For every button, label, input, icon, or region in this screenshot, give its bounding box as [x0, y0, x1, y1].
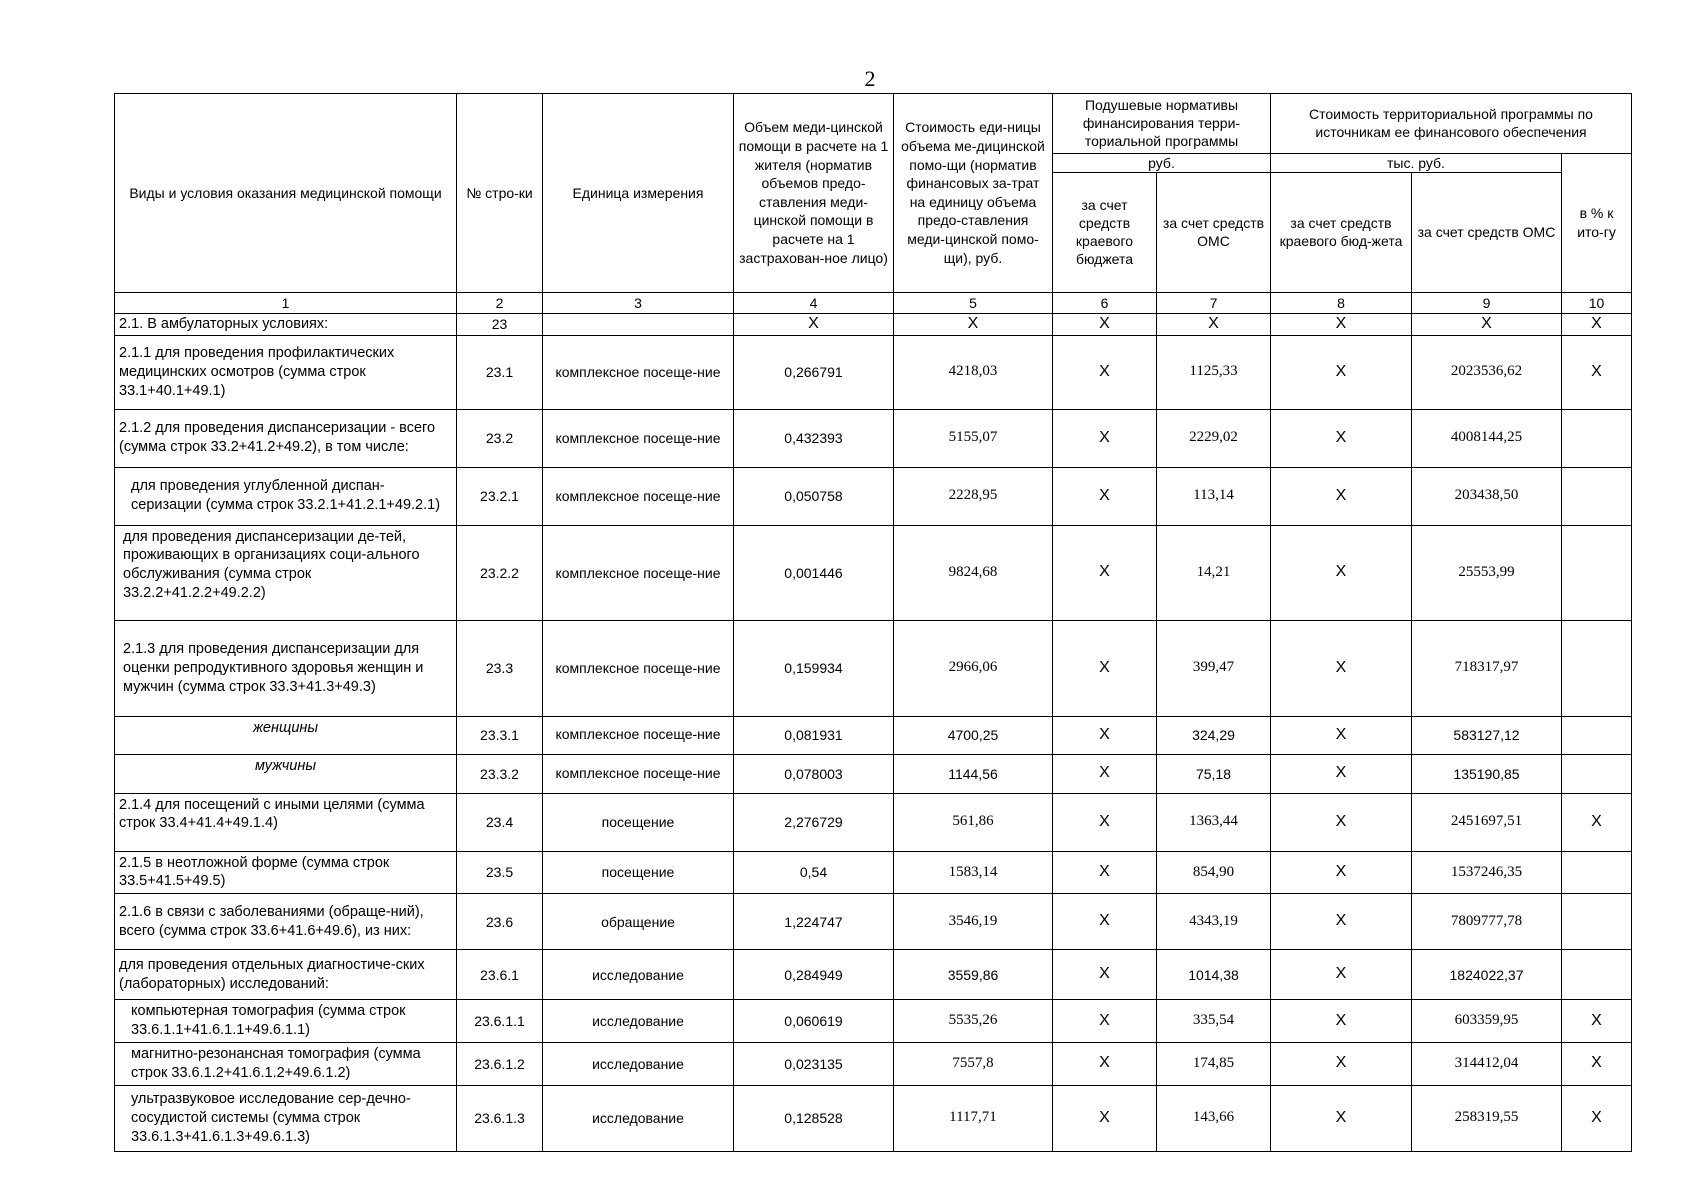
row-percent — [1562, 620, 1632, 716]
column-number: 8 — [1271, 292, 1412, 313]
row-program-oms: 4008144,25 — [1412, 409, 1562, 467]
row-program-regional-budget: X — [1271, 950, 1412, 1000]
header-program-oms: за счет средств ОМС — [1412, 172, 1562, 292]
row-percent — [1562, 950, 1632, 1000]
row-unit: исследование — [543, 1043, 734, 1086]
row-program-regional-budget: X — [1271, 525, 1412, 620]
row-percent — [1562, 716, 1632, 754]
row-program-regional-budget: X — [1271, 851, 1412, 894]
table-row — [115, 754, 1632, 793]
row-regional-budget: X — [1053, 950, 1157, 1000]
row-program-regional-budget: X — [1271, 620, 1412, 716]
row-unit: посещение — [543, 851, 734, 894]
row-unit-cost: 1583,14 — [894, 851, 1053, 894]
row-name: 2.1.6 в связи с заболеваниями (обраще-ний), всего (сумма строк 33.6+41.6+49.6), из них: — [115, 894, 457, 950]
row-regional-budget: X — [1053, 1000, 1157, 1043]
column-number: 4 — [734, 292, 894, 313]
row-unit-cost: 561,86 — [894, 793, 1053, 851]
row-name: 2.1.4 для посещений с иными целями (сумма строк 33.4+41.4+49.1.4) — [115, 793, 457, 851]
row-percent: X — [1562, 313, 1632, 335]
row-program-oms: 1824022,37 — [1412, 950, 1562, 1000]
row-oms: 1363,44 — [1157, 793, 1271, 851]
row-number: 23 — [457, 313, 543, 335]
row-number: 23.3 — [457, 620, 543, 716]
row-unit-cost: 3546,19 — [894, 894, 1053, 950]
row-percent — [1562, 409, 1632, 467]
row-number: 23.5 — [457, 851, 543, 894]
row-volume: 0,128528 — [734, 1085, 894, 1151]
row-volume: 0,284949 — [734, 950, 894, 1000]
row-oms: 1014,38 — [1157, 950, 1271, 1000]
row-name: 2.1.2 для проведения диспансеризации - всего (сумма строк 33.2+41.2+49.2), в том числе: — [115, 409, 457, 467]
row-name: 2.1.3 для проведения диспансеризации для оценки репродуктивного здоровья женщин и мужчин (сумма строк 33.3+41.3+49.3) — [115, 620, 457, 716]
row-unit-cost: 2228,95 — [894, 467, 1053, 525]
row-percent — [1562, 754, 1632, 793]
row-regional-budget: X — [1053, 894, 1157, 950]
row-percent — [1562, 894, 1632, 950]
row-number: 23.6.1.1 — [457, 1000, 543, 1043]
row-percent: X — [1562, 1043, 1632, 1086]
column-number: 10 — [1562, 292, 1632, 313]
row-program-oms: 314412,04 — [1412, 1043, 1562, 1086]
row-program-oms: 718317,97 — [1412, 620, 1562, 716]
row-number: 23.2.2 — [457, 525, 543, 620]
row-percent: X — [1562, 1085, 1632, 1151]
table-row — [115, 894, 1632, 950]
row-regional-budget: X — [1053, 1043, 1157, 1086]
row-program-oms: 135190,85 — [1412, 754, 1562, 793]
row-name: 2.1.1 для проведения профилактических медицинских осмотров (сумма строк 33.1+40.1+49.1) — [115, 335, 457, 409]
row-program-regional-budget: X — [1271, 467, 1412, 525]
row-regional-budget: X — [1053, 525, 1157, 620]
row-name: для проведения углубленной диспан-серизации (сумма строк 33.2.1+41.2.1+49.2.1) — [115, 467, 457, 525]
column-number: 6 — [1053, 292, 1157, 313]
row-oms: X — [1157, 313, 1271, 335]
header-percent: в % к ито-гу — [1562, 153, 1632, 292]
row-program-oms: X — [1412, 313, 1562, 335]
table-row — [115, 1085, 1632, 1151]
row-unit-cost: 5535,26 — [894, 1000, 1053, 1043]
header-volume: Объем меди-цинской помощи в расчете на 1 жителя (норматив объемов предо-ставления меди-цинской помощи в расчете на 1 застрахован-ное лицо) — [734, 94, 894, 293]
row-regional-budget: X — [1053, 409, 1157, 467]
row-oms: 174,85 — [1157, 1043, 1271, 1086]
row-number: 23.3.2 — [457, 754, 543, 793]
header-per-capita: Подушевые нормативы финансирования терри-ториальной программы — [1053, 94, 1271, 154]
row-volume: 0,081931 — [734, 716, 894, 754]
table-row — [115, 409, 1632, 467]
row-program-oms: 203438,50 — [1412, 467, 1562, 525]
row-oms: 143,66 — [1157, 1085, 1271, 1151]
row-number: 23.6 — [457, 894, 543, 950]
row-unit-cost: 4700,25 — [894, 716, 1053, 754]
row-regional-budget: X — [1053, 335, 1157, 409]
table-row — [115, 620, 1632, 716]
row-volume: 0,266791 — [734, 335, 894, 409]
row-unit: исследование — [543, 950, 734, 1000]
row-unit: комплексное посеще-ние — [543, 716, 734, 754]
row-unit: посещение — [543, 793, 734, 851]
row-program-regional-budget: X — [1271, 793, 1412, 851]
row-regional-budget: X — [1053, 467, 1157, 525]
header-program-regional-budget: за счет средств краевого бюд-жета — [1271, 172, 1412, 292]
row-program-oms: 7809777,78 — [1412, 894, 1562, 950]
row-unit-cost: 2966,06 — [894, 620, 1053, 716]
column-number: 1 — [115, 292, 457, 313]
row-unit: комплексное посеще-ние — [543, 754, 734, 793]
column-number: 7 — [1157, 292, 1271, 313]
row-unit: исследование — [543, 1085, 734, 1151]
row-program-oms: 25553,99 — [1412, 525, 1562, 620]
row-name: мужчины — [115, 754, 457, 793]
row-program-oms: 258319,55 — [1412, 1085, 1562, 1151]
column-number: 5 — [894, 292, 1053, 313]
row-oms: 4343,19 — [1157, 894, 1271, 950]
header-program-cost: Стоимость территориальной программы по источникам ее финансового обеспечения — [1271, 94, 1632, 154]
row-name: 2.1. В амбулаторных условиях: — [115, 313, 457, 335]
row-name: для проведения диспансеризации де-тей, проживающих в организациях соци-ального обслуживания (сумма строк 33.2.2+41.2.2+49.2.2) — [115, 525, 457, 620]
row-volume: 0,159934 — [734, 620, 894, 716]
header-kind: Виды и условия оказания медицинской помощи — [115, 94, 457, 293]
row-percent — [1562, 851, 1632, 894]
row-unit: комплексное посеще-ние — [543, 467, 734, 525]
row-volume: 0,060619 — [734, 1000, 894, 1043]
row-volume: 0,050758 — [734, 467, 894, 525]
table-row — [115, 716, 1632, 754]
row-volume: 2,276729 — [734, 793, 894, 851]
row-unit: комплексное посеще-ние — [543, 525, 734, 620]
row-number: 23.2 — [457, 409, 543, 467]
row-regional-budget: X — [1053, 620, 1157, 716]
row-number: 23.3.1 — [457, 716, 543, 754]
row-regional-budget: X — [1053, 754, 1157, 793]
row-unit-cost: 1117,71 — [894, 1085, 1053, 1151]
row-unit: комплексное посеще-ние — [543, 409, 734, 467]
row-unit: обращение — [543, 894, 734, 950]
row-oms: 399,47 — [1157, 620, 1271, 716]
table-row — [115, 1043, 1632, 1086]
column-number: 9 — [1412, 292, 1562, 313]
row-program-regional-budget: X — [1271, 894, 1412, 950]
row-number: 23.4 — [457, 793, 543, 851]
row-percent: X — [1562, 1000, 1632, 1043]
row-volume: 0,078003 — [734, 754, 894, 793]
row-regional-budget: X — [1053, 716, 1157, 754]
column-numbers-row — [115, 292, 1632, 313]
row-unit: комплексное посеще-ние — [543, 335, 734, 409]
column-number: 2 — [457, 292, 543, 313]
row-program-oms: 603359,95 — [1412, 1000, 1562, 1043]
table-row — [115, 525, 1632, 620]
row-number: 23.6.1.3 — [457, 1085, 543, 1151]
row-percent: X — [1562, 793, 1632, 851]
row-name: 2.1.5 в неотложной форме (сумма строк 33.5+41.5+49.5) — [115, 851, 457, 894]
table-row — [115, 335, 1632, 409]
row-number: 23.2.1 — [457, 467, 543, 525]
header-per-capita-unit: руб. — [1053, 153, 1271, 172]
row-volume: X — [734, 313, 894, 335]
row-unit: комплексное посеще-ние — [543, 620, 734, 716]
row-volume: 0,432393 — [734, 409, 894, 467]
row-program-regional-budget: X — [1271, 1043, 1412, 1086]
row-oms: 335,54 — [1157, 1000, 1271, 1043]
row-oms: 113,14 — [1157, 467, 1271, 525]
row-program-regional-budget: X — [1271, 409, 1412, 467]
row-unit-cost: X — [894, 313, 1053, 335]
row-unit-cost: 1144,56 — [894, 754, 1053, 793]
table-row — [115, 851, 1632, 894]
header-program-cost-unit: тыс. руб. — [1271, 153, 1562, 172]
row-name: для проведения отдельных диагностиче-ских (лабораторных) исследований: — [115, 950, 457, 1000]
row-program-regional-budget: X — [1271, 1000, 1412, 1043]
row-name: женщины — [115, 716, 457, 754]
row-regional-budget: X — [1053, 851, 1157, 894]
column-number: 3 — [543, 292, 734, 313]
table-row — [115, 1000, 1632, 1043]
header-unit: Единица измерения — [543, 94, 734, 293]
row-oms: 14,21 — [1157, 525, 1271, 620]
row-percent — [1562, 525, 1632, 620]
row-volume: 0,023135 — [734, 1043, 894, 1086]
table-row — [115, 950, 1632, 1000]
row-volume: 1,224747 — [734, 894, 894, 950]
row-unit-cost: 7557,8 — [894, 1043, 1053, 1086]
row-oms: 854,90 — [1157, 851, 1271, 894]
row-program-regional-budget: X — [1271, 754, 1412, 793]
row-number: 23.6.1.2 — [457, 1043, 543, 1086]
financing-table — [114, 93, 1632, 1152]
row-program-oms: 1537246,35 — [1412, 851, 1562, 894]
row-oms: 2229,02 — [1157, 409, 1271, 467]
table-row — [115, 793, 1632, 851]
row-regional-budget: X — [1053, 313, 1157, 335]
row-program-regional-budget: X — [1271, 1085, 1412, 1151]
header-regional-budget: за счет средств краевого бюджета — [1053, 172, 1157, 292]
row-unit-cost: 9824,68 — [894, 525, 1053, 620]
row-program-regional-budget: X — [1271, 313, 1412, 335]
row-name: компьютерная томография (сумма строк 33.6.1.1+41.6.1.1+49.6.1.1) — [115, 1000, 457, 1043]
row-regional-budget: X — [1053, 1085, 1157, 1151]
table-row — [115, 313, 1632, 335]
row-regional-budget: X — [1053, 793, 1157, 851]
row-program-regional-budget: X — [1271, 716, 1412, 754]
row-volume: 0,54 — [734, 851, 894, 894]
row-name: магнитно-резонансная томография (сумма строк 33.6.1.2+41.6.1.2+49.6.1.2) — [115, 1043, 457, 1086]
row-unit-cost: 5155,07 — [894, 409, 1053, 467]
row-program-oms: 2451697,51 — [1412, 793, 1562, 851]
row-oms: 75,18 — [1157, 754, 1271, 793]
row-name: ультразвуковое исследование сер-дечно-сосудистой системы (сумма строк 33.6.1.3+41.6.1.3+49.6.1.3) — [115, 1085, 457, 1151]
row-program-regional-budget: X — [1271, 335, 1412, 409]
page-number: 2 — [864, 66, 876, 91]
header-unit-cost: Стоимость еди-ницы объема ме-дицинской помо-щи (норматив финансовых за-трат на единицу объема предо-ставления меди-цинской помо-щи), руб. — [894, 94, 1053, 293]
row-percent — [1562, 467, 1632, 525]
row-number: 23.1 — [457, 335, 543, 409]
row-unit: исследование — [543, 1000, 734, 1043]
row-unit-cost: 3559,86 — [894, 950, 1053, 1000]
row-number: 23.6.1 — [457, 950, 543, 1000]
header-row-number: № стро-ки — [457, 94, 543, 293]
row-volume: 0,001446 — [734, 525, 894, 620]
header-oms: за счет средств ОМС — [1157, 172, 1271, 292]
table-row — [115, 467, 1632, 525]
row-program-oms: 583127,12 — [1412, 716, 1562, 754]
row-percent: X — [1562, 335, 1632, 409]
row-unit-cost: 4218,03 — [894, 335, 1053, 409]
row-oms: 1125,33 — [1157, 335, 1271, 409]
row-unit — [543, 313, 734, 335]
row-oms: 324,29 — [1157, 716, 1271, 754]
row-program-oms: 2023536,62 — [1412, 335, 1562, 409]
